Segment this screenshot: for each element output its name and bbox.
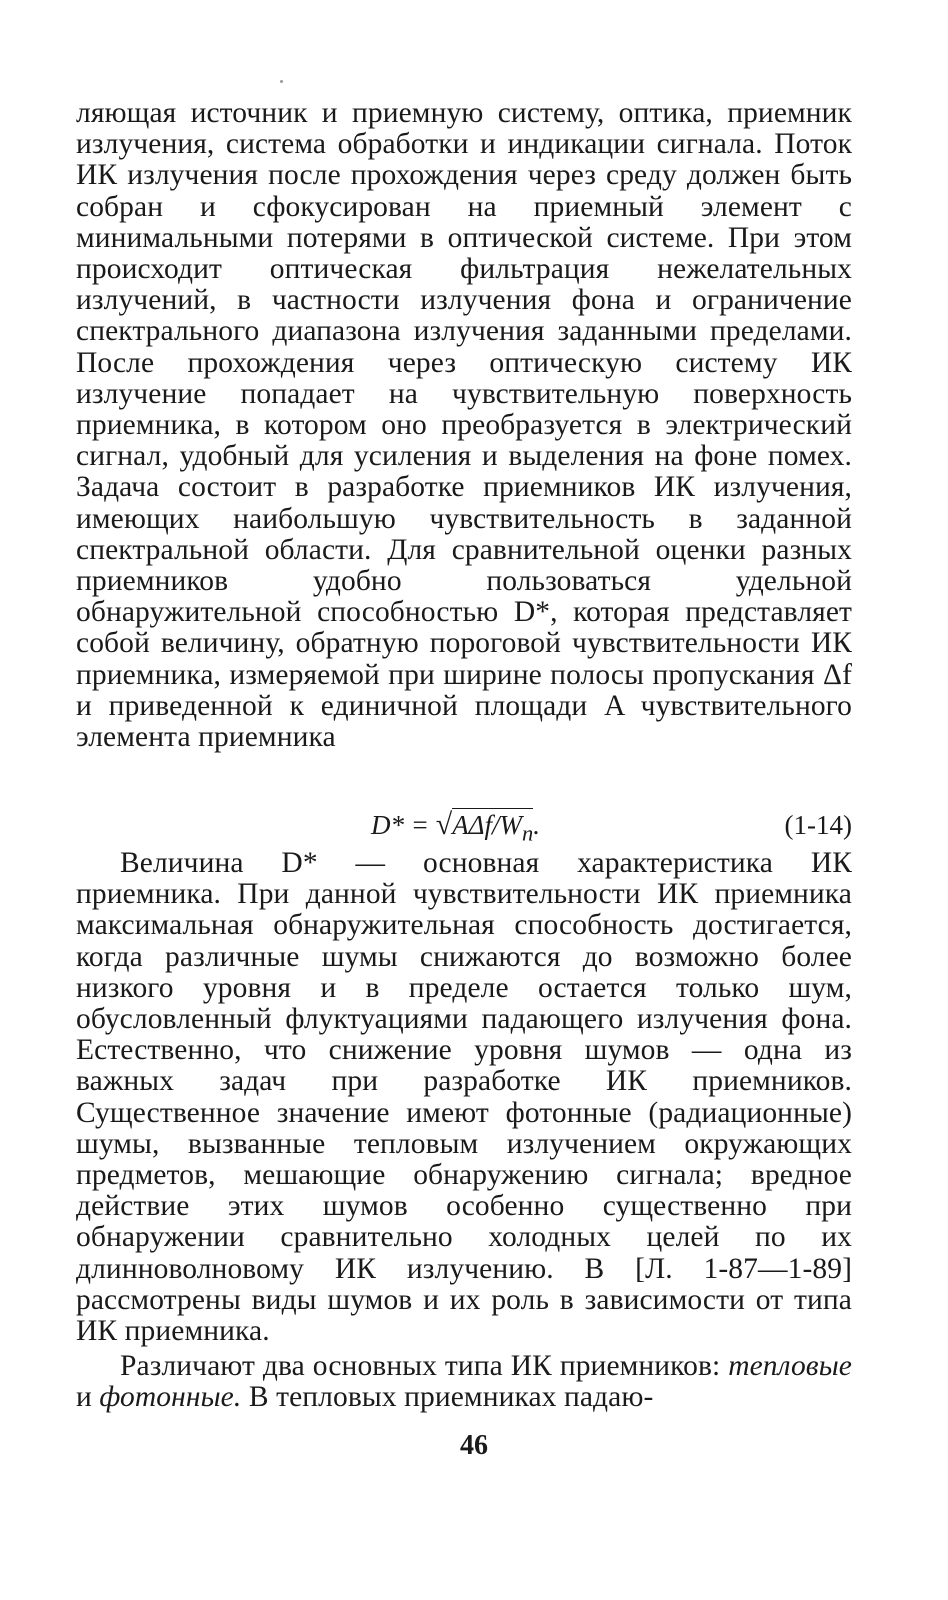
formula-expression xyxy=(371,808,540,850)
paragraph-3-lead: Различают два основных типа ИК приемников: xyxy=(120,1350,729,1382)
formula-lhs: D* = xyxy=(371,810,429,840)
formula-radicand xyxy=(452,808,534,846)
page-number: 46 xyxy=(460,1430,488,1461)
paragraph-3 xyxy=(76,1351,852,1413)
print-speck xyxy=(280,80,283,83)
paragraph-1: ляющая источник и приемную систему, оптика, приемник излучения, система обработки и индикации сигнала. Поток ИК излучения после прохождения через среду должен быть собран и сфокусирован на приемный элемент с минимальными потерями в оптической системе. При этом происходит оптическая фильтрация нежелательных излучений, в частности излучения фона и ограничение спектрального диапазона излучения заданными пределами. После прохождения через оптическую систему ИК излучение попадает на чувствительную поверхность приемника, в котором оно преобразуется в электрический сигнал, удобный для усиления и выделения на фоне помех. Задача состоит в разработке приемников ИК излучения, имеющих наибольшую чувствительность в заданной спектральной области. Для сравнительной оценки разных приемников удобно пользоваться удельной обнаружительной способностью D*, которая представляет собой величину, обратную пороговой чувствительности ИК приемника, измеряемой при ширине полосы пропускания Δf и приведенной к единичной площади A чувствительного элемента приемника xyxy=(76,97,852,754)
square-root-icon: √ xyxy=(435,808,453,841)
term-photon: фотонные. xyxy=(99,1381,242,1414)
formula-end: . xyxy=(533,810,541,840)
formula-1-14 xyxy=(76,808,852,846)
paragraph-2: Величина D* — основная характеристика ИК приемника. При данной чувствительности ИК приемника максимальная обнаружительная способность достигается, когда различные шумы снижаются до возможно более низкого уровня и в пределе остается только шум, обусловленный флуктуациями падающего излучения фона. Естественно, что снижение уровня шумов — одна из важных задач при разработке ИК приемников. Существенное значение имеют фотонные (радиационные) шумы, вызванные тепловым излучением окружающих предметов, мешающие обнаружению сигнала; вредное действие этих шумов особенно существенно при обнаружении сравнительно холодных целей по их длинноволновому ИК излучению. В [Л. 1-87—1-89] рассмотрены виды шумов и их роль в зависимости от типа ИК приемника. xyxy=(76,847,852,1348)
equation-number: (1-14) xyxy=(784,810,852,840)
paragraph-3-conj: и xyxy=(76,1381,100,1414)
formula-subscript: п xyxy=(522,820,534,846)
paragraph-3-tail: В тепловых приемниках падаю- xyxy=(241,1381,654,1414)
term-thermal: тепловые xyxy=(728,1350,852,1382)
formula-radicand-text: AΔf/W xyxy=(452,810,523,840)
